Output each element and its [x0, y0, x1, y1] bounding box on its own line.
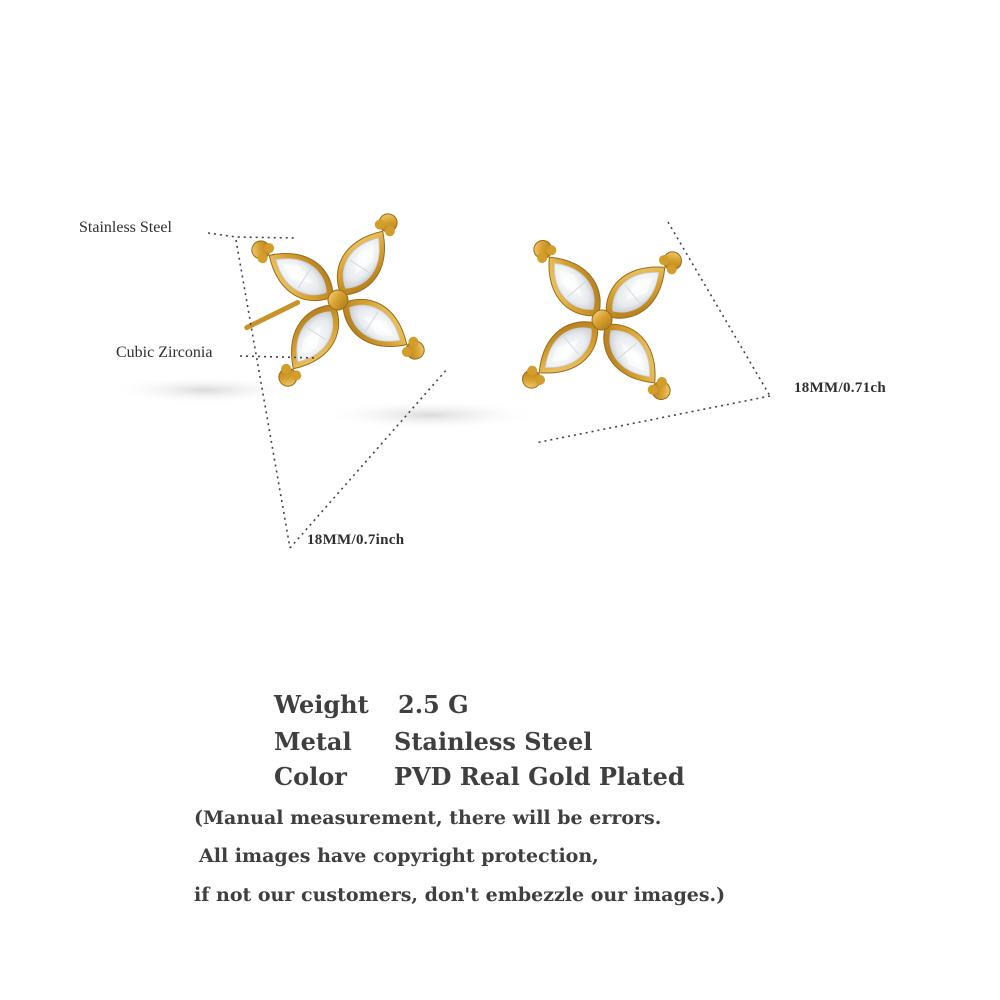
spec-value: 2.5 G — [398, 690, 469, 719]
disclaimer-line: (Manual measurement, there will be errors. — [194, 807, 662, 829]
earring-right-icon — [510, 228, 695, 413]
stone-callout-label: Cubic Zirconia — [116, 344, 213, 361]
spec-key: Weight — [274, 690, 369, 719]
disclaimer-line: if not our customers, don't embezzle our images.) — [194, 884, 726, 906]
size-right-label: 18MM/0.71ch — [794, 380, 887, 396]
spec-row-weight — [274, 690, 469, 719]
spec-key: Color — [274, 762, 347, 791]
material-callout-label: Stainless Steel — [79, 219, 172, 236]
spec-row-metal — [274, 727, 592, 756]
disclaimer-line: All images have copyright protection, — [199, 845, 599, 867]
spec-value: PVD Real Gold Plated — [394, 762, 685, 791]
spec-row-color — [274, 762, 685, 791]
spec-value: Stainless Steel — [394, 727, 593, 756]
earring-left-icon — [227, 199, 439, 403]
spec-key: Metal — [274, 727, 352, 756]
size-left-label: 18MM/0.7inch — [307, 532, 405, 548]
